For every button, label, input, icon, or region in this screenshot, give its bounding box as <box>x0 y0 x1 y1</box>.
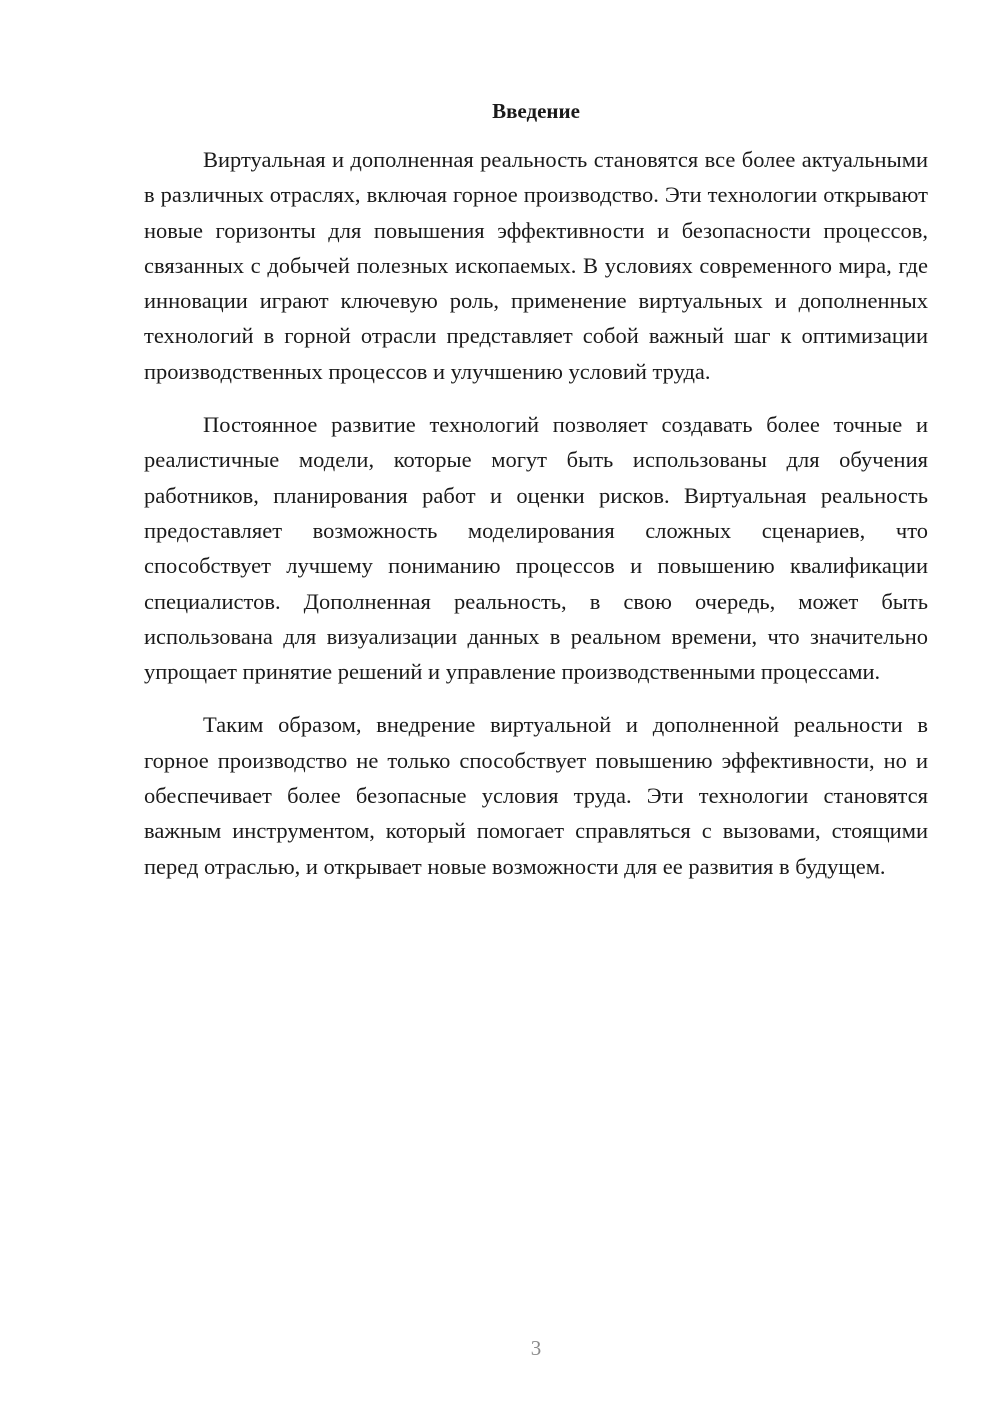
document-body <box>144 142 928 902</box>
page-title: Введение <box>492 99 580 123</box>
paragraph-2: Постоянное развитие технологий позволяет создавать более точные и реалистичные модели, которые могут быть использованы для обучения работников, планирования работ и оценки рисков. Виртуальная реальность предоставляет возможность моделирования сложных сценариев, что способствует лучшему пониманию процессов и повышению квалификации специалистов. Дополненная реальность, в свою очередь, может быть использована для визуализации данных в реальном времени, что значительно упрощает принятие решений и управление производственными процессами. <box>144 412 928 685</box>
paragraph-3: Таким образом, внедрение виртуальной и дополненной реальности в горное производство не только способствует повышению эффективности, но и обеспечивает более безопасные условия труда. Эти технологии становятся важным инструментом, который помогает справляться с вызовами, стоящими перед отраслью, и открывает новые возможности для ее развития в будущем. <box>144 712 928 879</box>
paragraph-1: Виртуальная и дополненная реальность становятся все более актуальными в различных отраслях, включая горное производство. Эти технологии открывают новые горизонты для повышения эффективности и безопасности процессов, связанных с добычей полезных ископаемых. В условиях современного мира, где инновации играют ключевую роль, применение виртуальных и дополненных технологий в горной отрасли представляет собой важный шаг к оптимизации производственных процессов и улучшению условий труда. <box>144 147 928 384</box>
page-number: 3 <box>530 1336 542 1360</box>
